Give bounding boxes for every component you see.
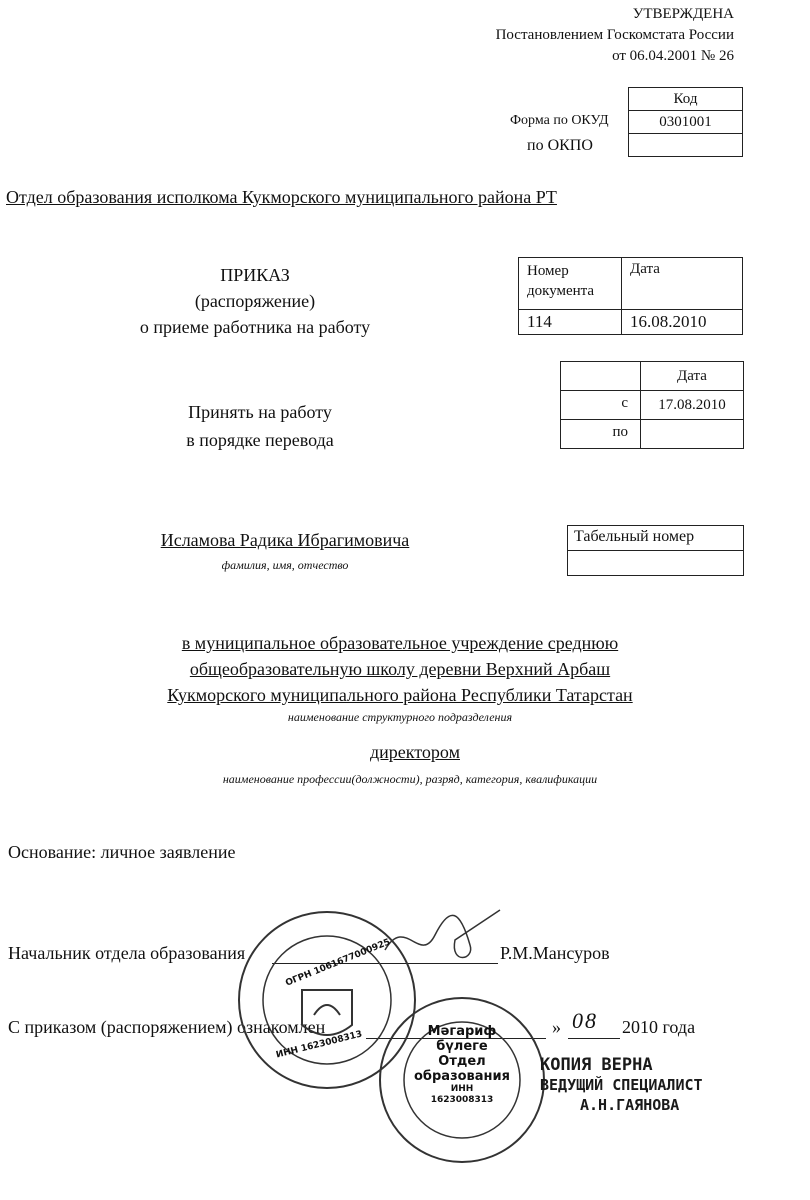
copy-line-2: ВЕДУЩИЙ СПЕЦИАЛИСТ — [540, 1076, 703, 1094]
tab-number-label: Табельный номер — [567, 525, 744, 551]
employee-name-caption: фамилия, имя, отчество — [221, 558, 349, 572]
placement-line-1: в муниципальное образовательное учреждение среднюю — [181, 633, 619, 653]
hire-from-label: с — [560, 390, 641, 420]
doc-number: 114 — [518, 309, 622, 335]
crest-icon — [302, 990, 352, 1035]
placement-block — [40, 630, 760, 708]
acquaint-month: 08 — [572, 1008, 598, 1033]
head-title: Начальник отдела образования — [8, 943, 246, 963]
hire-from-date: 17.08.2010 — [640, 390, 744, 420]
hire-line-2: в порядке перевода — [186, 430, 334, 450]
hire-date-header: Дата — [640, 361, 744, 391]
approval-block — [496, 4, 734, 67]
okud-label: Форма по ОКУД — [510, 113, 609, 128]
right-stamp-inn-label: ИНН — [450, 1084, 474, 1094]
order-subtitle: (распоряжение) — [194, 291, 316, 311]
position-value: директором — [370, 742, 460, 762]
okpo-value — [628, 133, 743, 157]
right-stamp-inn: 1623008313 — [430, 1095, 494, 1105]
right-stamp-line-1: Мәгариф — [427, 1024, 497, 1039]
copy-certification-stamp — [540, 1055, 703, 1115]
approval-line-3: от 06.04.2001 № 26 — [612, 48, 734, 64]
position-caption: наименование профессии(должности), разряд, категория, квалификации — [222, 772, 598, 786]
approval-line-1: УТВЕРЖДЕНА — [632, 6, 734, 22]
code-header: Код — [628, 87, 743, 111]
employee-name: Исламова Радика Ибрагимовича — [160, 530, 410, 550]
doc-date: 16.08.2010 — [621, 309, 743, 335]
placement-line-2: общеобразовательную школу деревни Верхний Арбаш — [189, 659, 611, 679]
tab-number-value — [567, 550, 744, 576]
head-name: Р.М.Мансуров — [500, 943, 610, 963]
right-stamp-line-3: Отдел — [438, 1054, 486, 1069]
hire-heading — [150, 398, 370, 454]
placement-caption: наименование структурного подразделения — [287, 710, 513, 724]
approval-line-2: Постановлением Госкомстата России — [495, 27, 734, 43]
basis-text: Основание: личное заявление — [8, 842, 236, 862]
hire-to-date — [640, 419, 744, 449]
acquaint-text: С приказом (распоряжением) ознакомлен — [8, 1017, 326, 1037]
order-heading — [110, 262, 400, 340]
organization-name: Отдел образования исполкома Кукморского муниципального района РТ — [6, 187, 557, 207]
left-stamp-ogrn: ОГРН 1061677000925 — [284, 937, 392, 989]
hire-line-1: Принять на работу — [188, 402, 332, 422]
order-title: ПРИКАЗ — [220, 265, 290, 285]
hire-date-empty-cell — [560, 361, 641, 391]
copy-line-1: КОПИЯ ВЕРНА — [540, 1055, 653, 1075]
okud-value: 0301001 — [628, 110, 743, 134]
acquaint-year: 2010 года — [622, 1017, 696, 1037]
right-stamp-line-2: бүлеге — [436, 1039, 488, 1054]
date-label: Дата — [621, 257, 743, 310]
left-stamp-inn: ИНН 1623008313 — [275, 1029, 364, 1061]
month-line — [568, 1038, 620, 1039]
right-stamp-text — [412, 1024, 512, 1106]
placement-line-3: Кукморского муниципального района Республики Татарстан — [167, 685, 633, 705]
right-stamp-line-4: образования — [413, 1069, 510, 1084]
doc-number-label: Номер документа — [518, 257, 622, 310]
copy-line-3: А.Н.ГАЯНОВА — [580, 1096, 680, 1114]
date-quote: » — [552, 1017, 561, 1037]
order-description: о приеме работника на работу — [139, 317, 371, 337]
okpo-label: по ОКПО — [527, 137, 593, 154]
hire-to-label: по — [560, 419, 641, 449]
